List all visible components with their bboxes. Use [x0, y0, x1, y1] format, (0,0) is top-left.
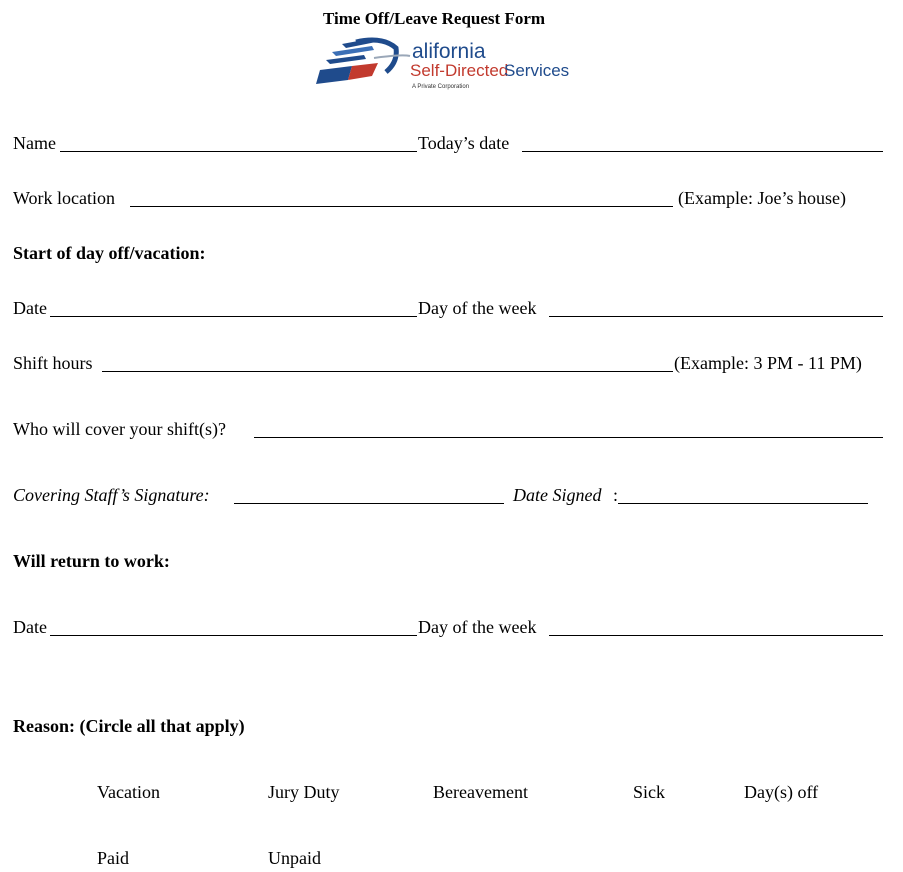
reason-option-sick[interactable]: Sick — [633, 782, 666, 802]
logo-line3: A Private Corporation — [412, 84, 470, 90]
logo-line2b: Services — [504, 61, 570, 80]
reason-option-jury-duty[interactable]: Jury Duty — [268, 782, 340, 802]
name-field[interactable] — [60, 151, 417, 152]
start-day-of-week-label: Day of the week — [418, 298, 537, 318]
reason-option-paid[interactable]: Paid — [97, 848, 130, 868]
reason-option-unpaid[interactable]: Unpaid — [268, 848, 321, 868]
reason-heading: Reason: (Circle all that apply) — [13, 716, 245, 736]
start-heading: Start of day off/vacation: — [13, 243, 206, 263]
cover-label: Who will cover your shift(s)? — [13, 419, 226, 439]
todays-date-field[interactable] — [522, 151, 883, 152]
reason-option-vacation[interactable]: Vacation — [97, 782, 160, 802]
reason-option-bereavement[interactable]: Bereavement — [433, 782, 528, 802]
date-signed-field[interactable] — [618, 503, 868, 504]
reason-option-days-off[interactable]: Day(s) off — [744, 782, 819, 802]
start-date-field[interactable] — [50, 316, 417, 317]
return-date-field[interactable] — [50, 635, 417, 636]
logo-line1: alifornia — [412, 40, 486, 63]
return-date-label: Date — [13, 617, 47, 637]
return-day-of-week-field[interactable] — [549, 635, 883, 636]
start-day-of-week-field[interactable] — [549, 316, 883, 317]
return-day-of-week-label: Day of the week — [418, 617, 537, 637]
date-signed-label: Date Signed — [513, 485, 602, 505]
shift-hours-label: Shift hours — [13, 353, 93, 373]
name-label: Name — [13, 133, 56, 153]
start-date-label: Date — [13, 298, 47, 318]
shift-hours-example: (Example: 3 PM - 11 PM) — [674, 353, 862, 373]
work-location-field[interactable] — [130, 206, 673, 207]
form-title: Time Off/Leave Request Form — [323, 9, 546, 28]
return-heading: Will return to work: — [13, 551, 170, 571]
date-signed-colon: : — [613, 485, 619, 505]
todays-date-label: Today’s date — [418, 133, 510, 153]
covering-signature-label: Covering Staff’s Signature: — [13, 485, 210, 505]
logo-line2a: Self-Directed — [410, 61, 509, 80]
cover-field[interactable] — [254, 437, 883, 438]
logo-swoosh-icon — [312, 36, 592, 94]
shift-hours-field[interactable] — [102, 371, 673, 372]
company-logo — [312, 36, 592, 94]
work-location-example: (Example: Joe’s house) — [678, 188, 846, 208]
work-location-label: Work location — [13, 188, 116, 208]
covering-signature-field[interactable] — [234, 503, 504, 504]
